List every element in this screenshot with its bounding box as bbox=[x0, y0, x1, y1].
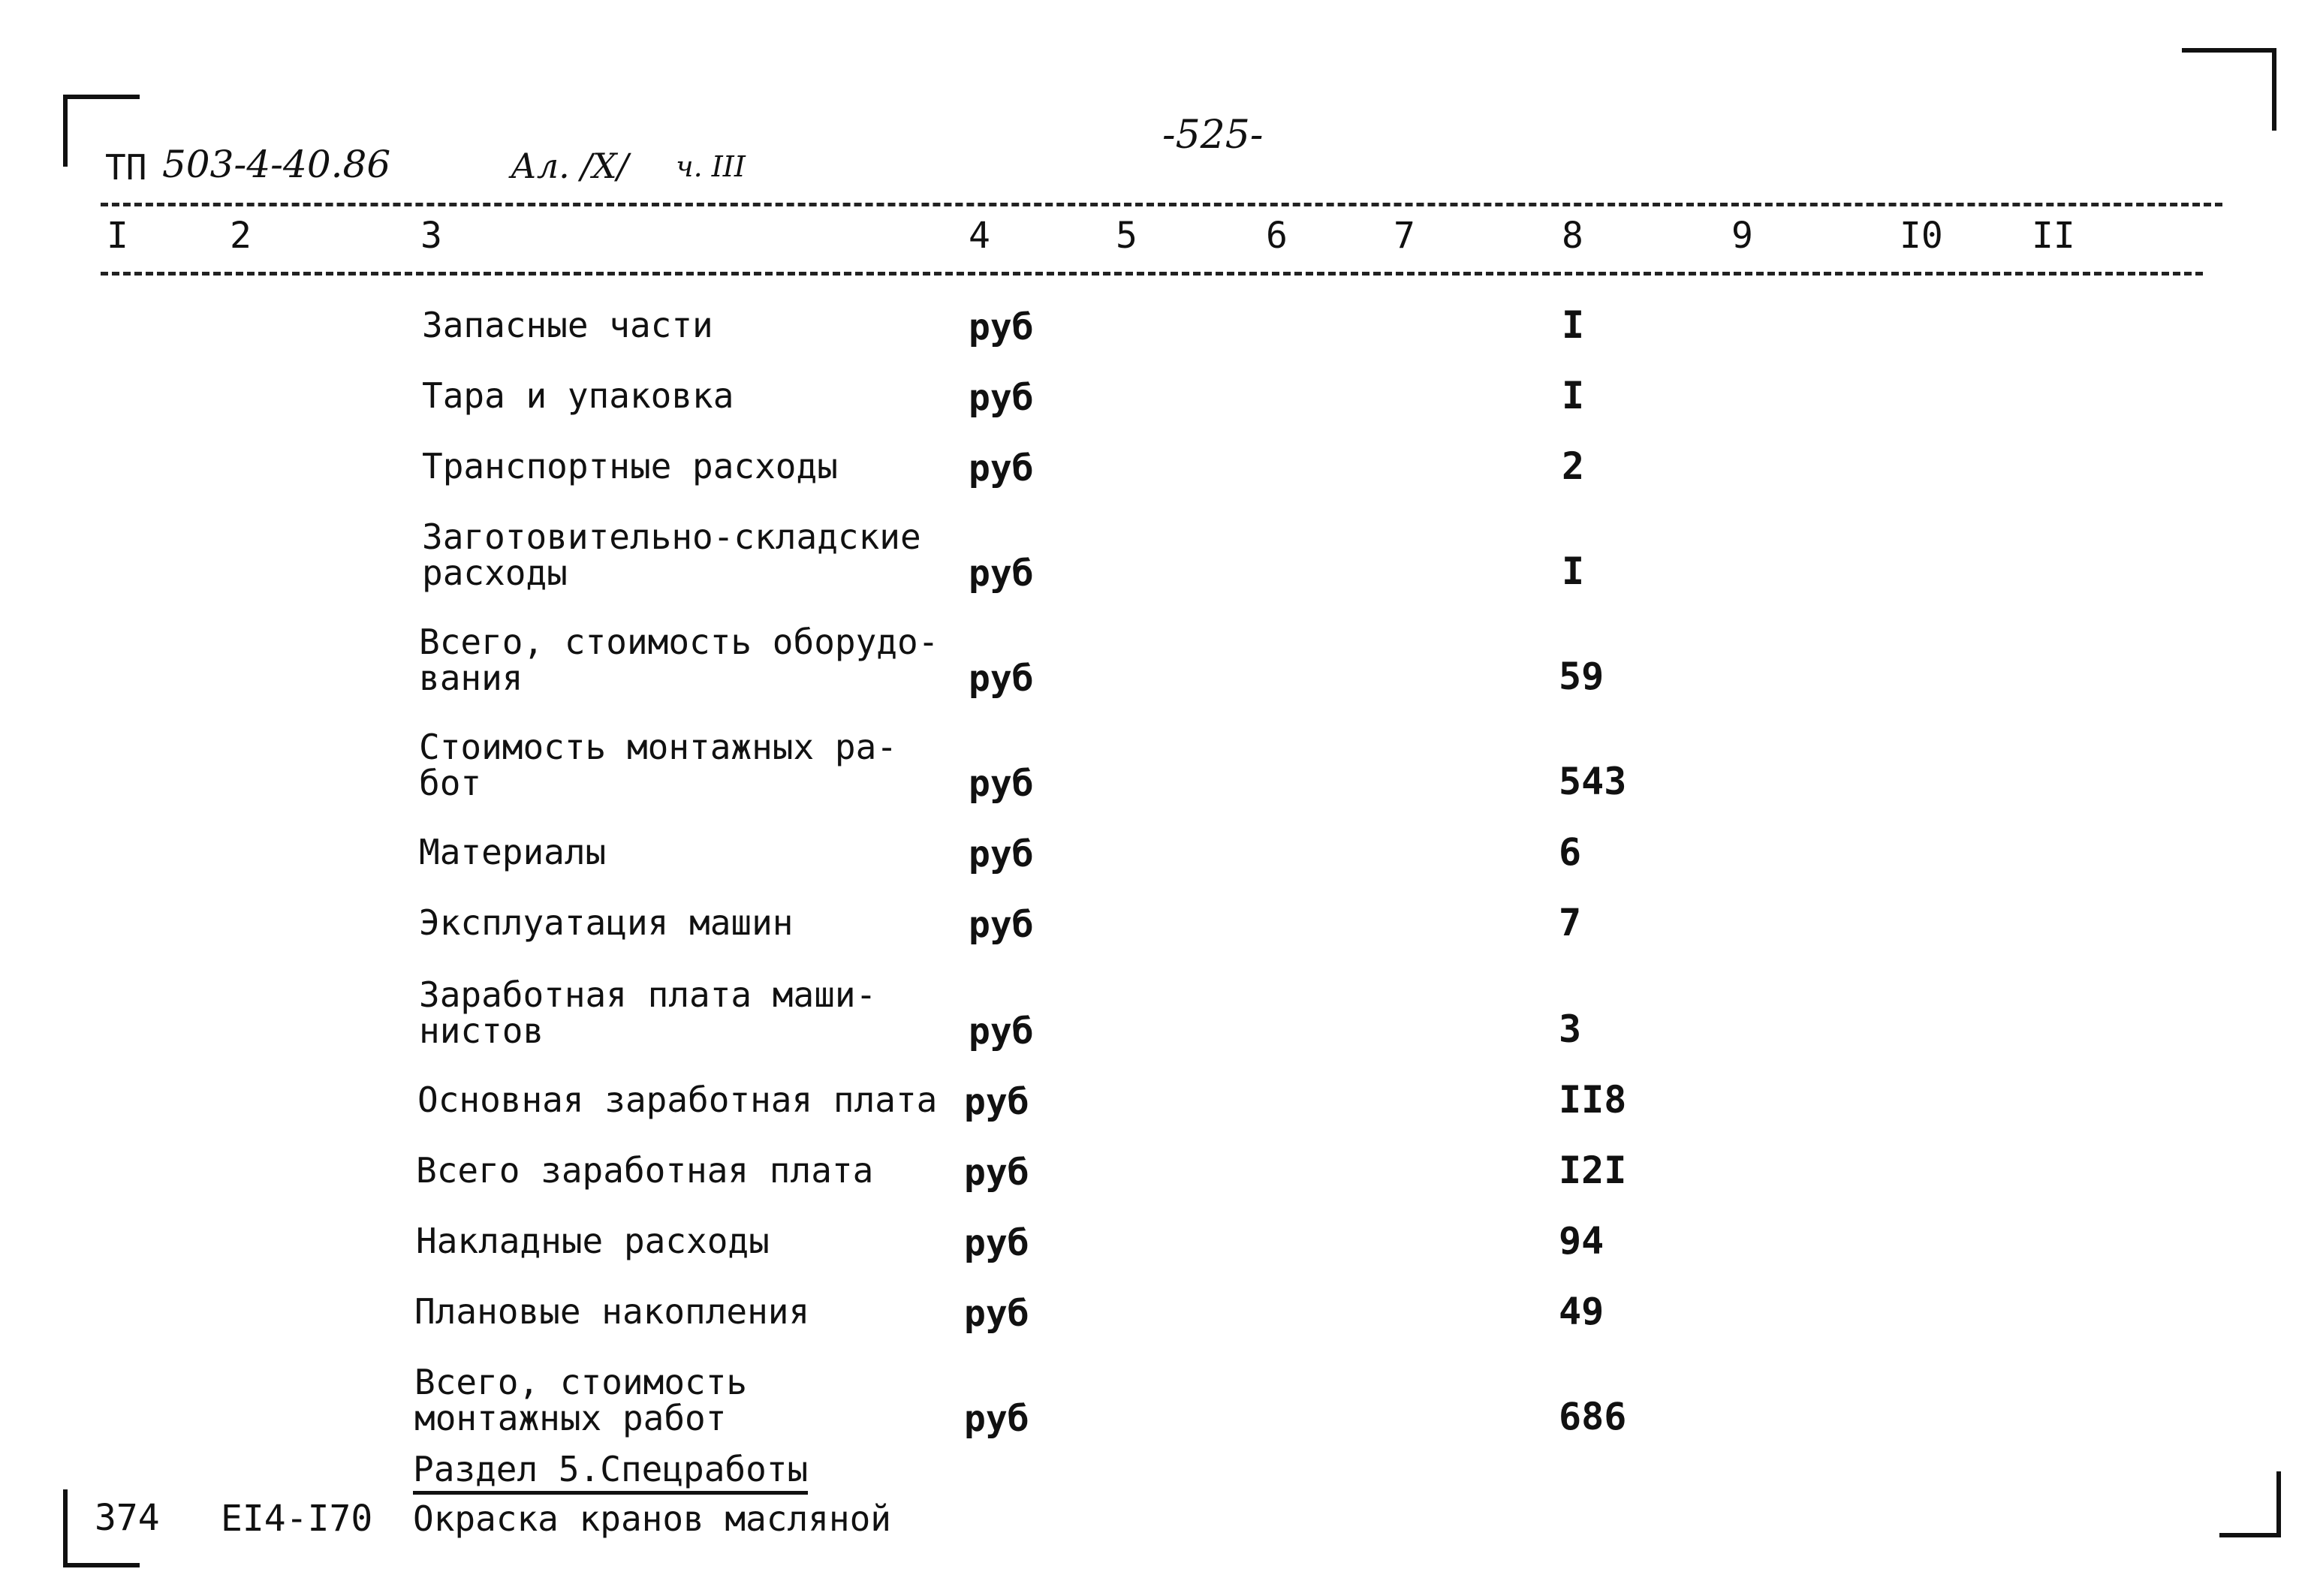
row-value: 94 bbox=[1559, 1219, 1604, 1263]
column-number: 7 bbox=[1394, 215, 1415, 257]
row-label: Транспортные расходы bbox=[422, 446, 838, 486]
column-number: 2 bbox=[230, 215, 252, 257]
row-unit: руб bbox=[969, 553, 1034, 595]
row-unit: руб bbox=[964, 1398, 1029, 1440]
row-value: II8 bbox=[1559, 1078, 1627, 1122]
section-heading: Раздел 5.Спецработы bbox=[413, 1449, 808, 1495]
row-label: Плановые накопления bbox=[414, 1291, 810, 1332]
row-label: Окраска кранов масляной bbox=[413, 1498, 891, 1539]
row-unit: руб bbox=[964, 1222, 1029, 1264]
part-label: ч. III bbox=[676, 150, 746, 183]
row-label: Заготовительно-складские bbox=[422, 516, 921, 557]
column-number: 6 bbox=[1266, 215, 1288, 257]
corner-mark-bottom-right bbox=[2219, 1471, 2281, 1537]
row-label-continuation: расходы bbox=[422, 553, 568, 593]
row-label: Заработная плата маши- bbox=[419, 974, 877, 1015]
album-label: Ал. /Х/ bbox=[511, 146, 629, 186]
column-number: 9 bbox=[1731, 215, 1753, 257]
row-value: I bbox=[1562, 550, 1585, 593]
row-value: 543 bbox=[1559, 760, 1627, 803]
row-code: EI4-I70 bbox=[221, 1498, 373, 1540]
column-number: II bbox=[2032, 215, 2075, 257]
doc-prefix: ТП bbox=[105, 147, 147, 188]
row-value: 6 bbox=[1559, 830, 1582, 874]
row-label-continuation: монтажных работ bbox=[414, 1398, 727, 1438]
row-value: 686 bbox=[1559, 1395, 1627, 1438]
row-value: 7 bbox=[1559, 901, 1582, 944]
row-unit: руб bbox=[969, 447, 1034, 489]
row-label-continuation: вания bbox=[419, 658, 523, 698]
column-number: I0 bbox=[1900, 215, 1943, 257]
row-label: Всего, стоимость оборудо- bbox=[419, 622, 939, 662]
column-number: I bbox=[107, 215, 128, 257]
row-value: I bbox=[1562, 374, 1585, 417]
row-unit: руб bbox=[969, 763, 1034, 805]
row-unit: руб bbox=[969, 904, 1034, 946]
row-label: Эксплуатация машин bbox=[419, 902, 794, 943]
column-number: 4 bbox=[969, 215, 990, 257]
row-label: Стоимость монтажных ра- bbox=[419, 727, 897, 767]
row-label: Всего заработная плата bbox=[416, 1150, 874, 1191]
row-label: Всего, стоимость bbox=[414, 1362, 748, 1402]
row-unit: руб bbox=[969, 306, 1034, 348]
row-label: Тара и упаковка bbox=[422, 375, 734, 416]
row-label-continuation: нистов bbox=[419, 1010, 544, 1051]
row-unit: руб bbox=[964, 1152, 1029, 1194]
row-unit: руб bbox=[969, 377, 1034, 419]
corner-mark-top-right bbox=[2182, 48, 2276, 131]
row-value: I bbox=[1562, 303, 1585, 347]
row-value: I2I bbox=[1559, 1149, 1627, 1192]
row-unit: руб bbox=[964, 1081, 1029, 1123]
column-number: 8 bbox=[1562, 215, 1583, 257]
doc-code: 503-4-40.86 bbox=[162, 143, 391, 186]
column-number: 3 bbox=[420, 215, 442, 257]
row-number: 374 bbox=[95, 1497, 160, 1539]
row-label: Запасные части bbox=[422, 305, 713, 345]
page-number: -525- bbox=[1162, 113, 1264, 158]
row-label-continuation: бот bbox=[419, 763, 482, 803]
row-value: 2 bbox=[1562, 444, 1585, 488]
column-number: 5 bbox=[1116, 215, 1137, 257]
row-label: Основная заработная плата bbox=[417, 1080, 938, 1120]
row-label: Накладные расходы bbox=[416, 1221, 770, 1261]
row-label: Материалы bbox=[419, 832, 607, 872]
row-unit: руб bbox=[969, 833, 1034, 875]
row-unit: руб bbox=[969, 658, 1034, 700]
row-value: 59 bbox=[1559, 655, 1604, 698]
row-unit: руб bbox=[969, 1010, 1034, 1052]
header-bottom-dashed-rule bbox=[101, 272, 2203, 276]
row-value: 3 bbox=[1559, 1007, 1582, 1051]
row-value: 49 bbox=[1559, 1290, 1604, 1333]
row-unit: руб bbox=[964, 1293, 1029, 1335]
header-top-dashed-rule bbox=[101, 203, 2222, 206]
